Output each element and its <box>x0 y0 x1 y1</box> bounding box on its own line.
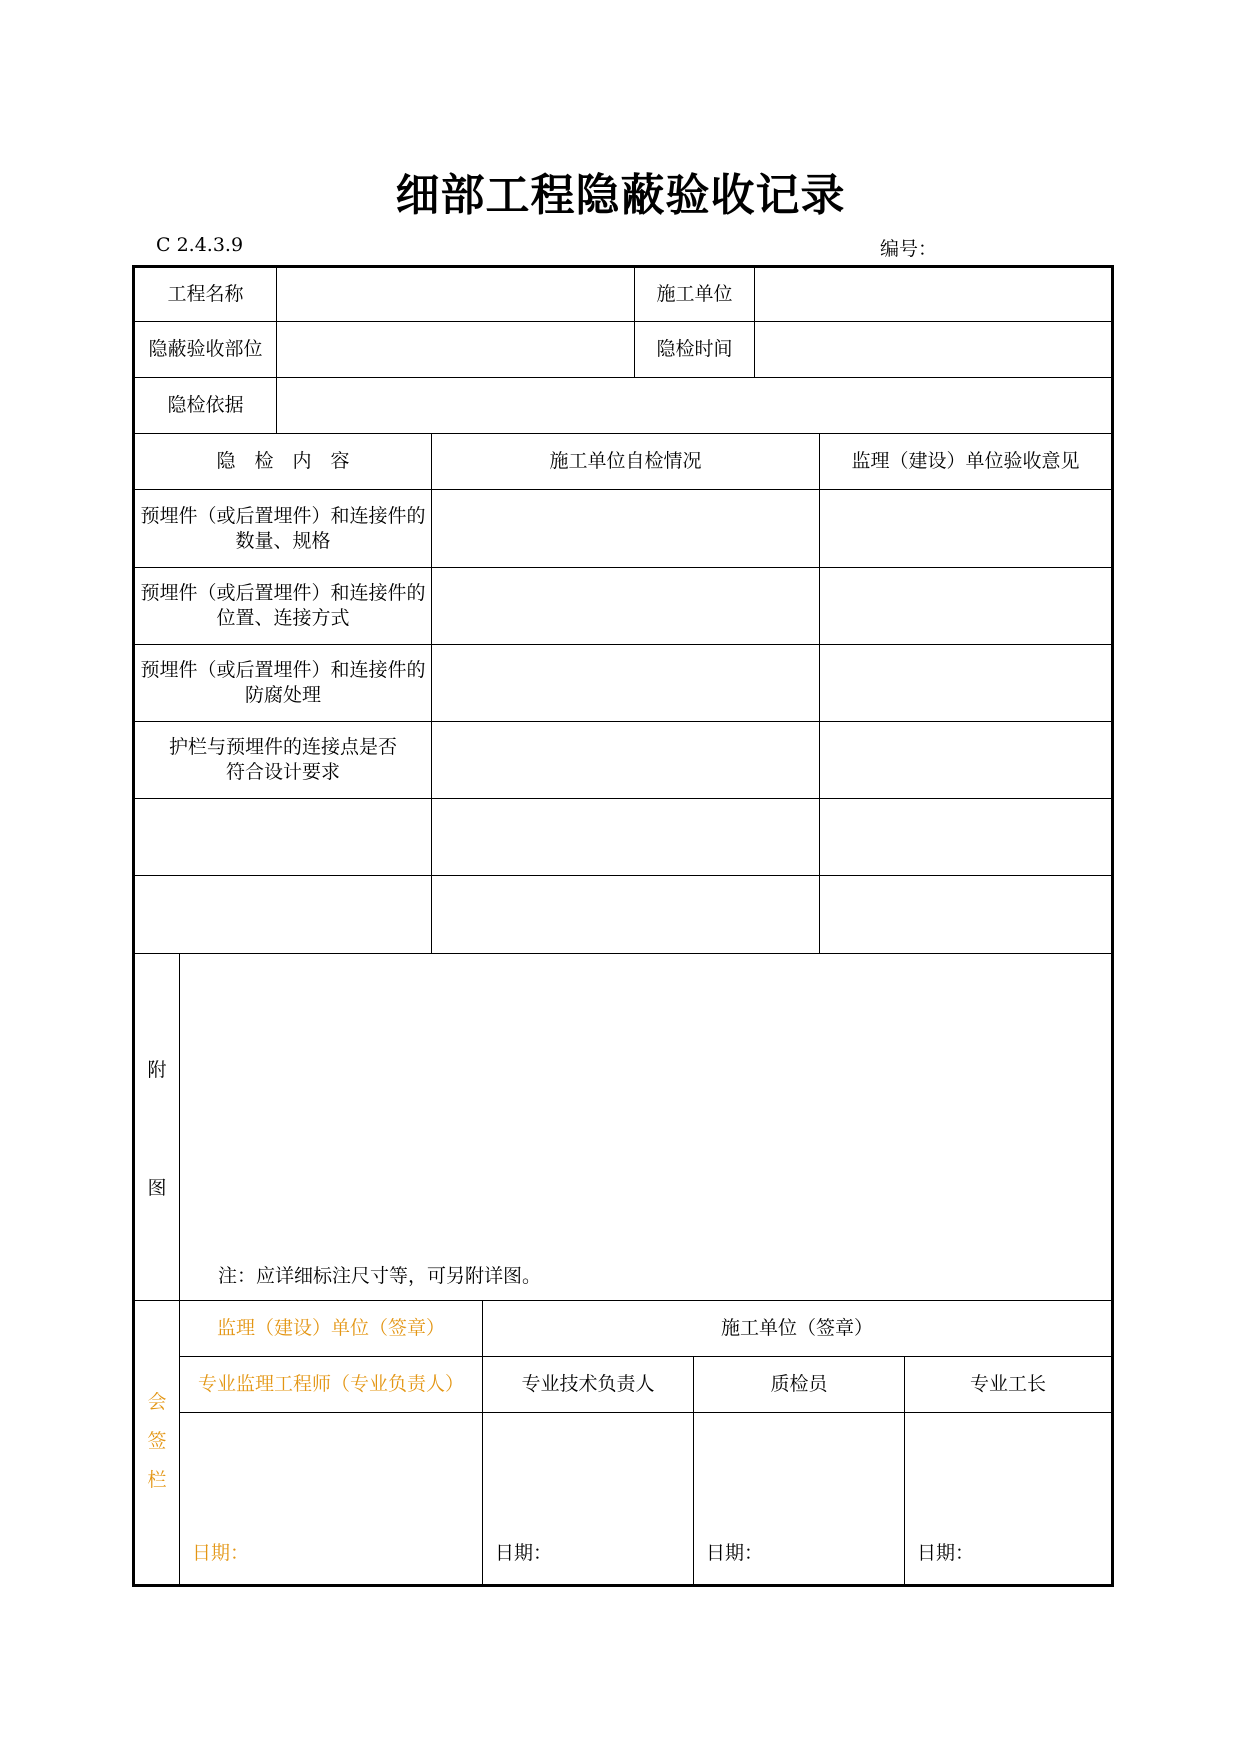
table-border-right <box>1111 265 1114 1587</box>
row-content-line: 位置、连接方式 <box>216 607 350 629</box>
row-content-line: 符合设计要求 <box>225 761 340 783</box>
signature-label-char: 会 <box>147 1391 167 1413</box>
signature-label-char: 栏 <box>147 1469 167 1491</box>
construction-unit-seal-header: 施工单位（签章） <box>720 1317 873 1339</box>
self-check-field[interactable] <box>432 876 819 953</box>
inspection-row-content <box>135 490 431 567</box>
inspection-row-content-empty[interactable] <box>135 799 431 875</box>
date-label: 日期： <box>192 1542 250 1564</box>
hidden-part-field[interactable] <box>277 322 634 377</box>
date-label: 日期： <box>917 1542 975 1564</box>
self-check-field[interactable] <box>432 490 819 567</box>
attachment-label-char: 图 <box>147 1177 167 1199</box>
foreman-header: 专业工长 <box>969 1373 1046 1395</box>
signature-label-char: 签 <box>147 1430 167 1452</box>
self-check-field[interactable] <box>432 568 819 644</box>
document-number-label: 编号： <box>880 238 938 260</box>
row-content-line: 护栏与预埋件的连接点是否 <box>168 736 397 758</box>
tech-lead-header: 专业技术负责人 <box>521 1373 655 1395</box>
inspection-basis-label: 隐检依据 <box>167 394 244 416</box>
hidden-part-label: 隐蔽验收部位 <box>148 338 263 360</box>
inspection-row-content-empty[interactable] <box>135 876 431 953</box>
self-check-field[interactable] <box>432 799 819 875</box>
foreman-signature-box[interactable] <box>905 1413 1111 1584</box>
header-self-check: 施工单位自检情况 <box>549 450 702 472</box>
attachment-label-char: 附 <box>147 1059 167 1081</box>
page-title: 细部工程隐蔽验收记录 <box>395 170 846 221</box>
construction-unit-label: 施工单位 <box>656 283 733 305</box>
inspection-row-content <box>135 722 431 798</box>
supervision-opinion-field[interactable] <box>820 799 1111 875</box>
table-border-bottom <box>132 1584 1114 1587</box>
date-label: 日期： <box>495 1542 553 1564</box>
date-label: 日期： <box>706 1542 764 1564</box>
header-inspection-content: 隐 检 内 容 <box>216 450 350 472</box>
row-content-line: 预埋件（或后置埋件）和连接件的 <box>140 582 426 604</box>
supervision-opinion-field[interactable] <box>820 490 1111 567</box>
row-content-line: 数量、规格 <box>235 529 331 552</box>
project-name-label: 工程名称 <box>167 283 244 305</box>
inspection-basis-field[interactable] <box>277 378 1111 433</box>
row-content-line: 预埋件（或后置埋件）和连接件的 <box>140 659 426 681</box>
construction-unit-field[interactable] <box>755 268 1111 321</box>
project-name-field[interactable] <box>277 268 634 321</box>
row-content-line: 防腐处理 <box>244 684 321 706</box>
row-content-line: 预埋件（或后置埋件）和连接件的 <box>140 504 426 527</box>
supervision-signature-box[interactable] <box>180 1413 482 1584</box>
supervision-engineer-header: 专业监理工程师（专业负责人） <box>197 1373 464 1395</box>
quality-inspector-header: 质检员 <box>770 1373 828 1395</box>
header-supervision-opinion: 监理（建设）单位验收意见 <box>851 450 1080 472</box>
attachment-note: 注：应详细标注尺寸等，可另附详图。 <box>218 1265 542 1287</box>
document-code: C 2.4.3.9 <box>156 234 244 256</box>
supervision-opinion-field[interactable] <box>820 645 1111 721</box>
supervision-opinion-field[interactable] <box>820 722 1111 798</box>
quality-inspector-signature-box[interactable] <box>694 1413 904 1584</box>
supervision-opinion-field[interactable] <box>820 568 1111 644</box>
self-check-field[interactable] <box>432 645 819 721</box>
self-check-field[interactable] <box>432 722 819 798</box>
inspection-time-field[interactable] <box>755 322 1111 377</box>
inspection-time-label: 隐检时间 <box>656 338 733 360</box>
supervision-unit-seal-header: 监理（建设）单位（签章） <box>216 1317 445 1339</box>
inspection-row-content <box>135 645 431 721</box>
inspection-row-content <box>135 568 431 644</box>
supervision-opinion-field[interactable] <box>820 876 1111 953</box>
attachment-drawing-area[interactable] <box>180 954 1111 1254</box>
tech-lead-signature-box[interactable] <box>483 1413 693 1584</box>
